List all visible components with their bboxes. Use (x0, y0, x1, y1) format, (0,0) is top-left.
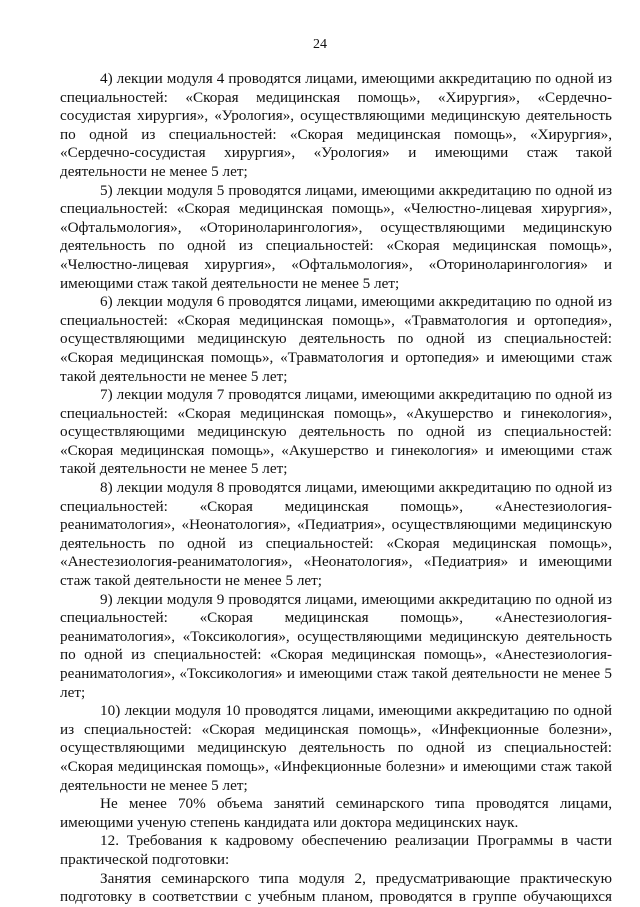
document-body (60, 70, 612, 907)
paragraph-module-5-lectures: 5) лекции модуля 5 проводятся лицами, имеющими аккредитацию по одной из специальностей: «Скорая медицинская помощь», «Челюстно-лицевая хирургия», «Офтальмология», «Оториноларингология», осуществляющими медицинскую деятельность по одной из специальностей: «Скорая медицинская помощь», «Челюстно-лицевая хирургия», «Офтальмология», «Оториноларингология» и имеющими стаж такой деятельности не менее 5 лет; (60, 181, 612, 292)
paragraph-seminar-share: Не менее 70% объема занятий семинарского типа проводятся лицами, имеющими ученую степень кандидата или доктора медицинских наук. (60, 795, 612, 831)
paragraph-module-8-lectures: 8) лекции модуля 8 проводятся лицами, имеющими аккредитацию по одной из специальностей: «Скорая медицинская помощь», «Анестезиология-реаниматология», «Неонатология», «Педиатрия», осуществляющими медицинскую деятельность по одной из специальностей: «Скорая медицинская помощь», «Анестезиология-реаниматология», «Неонатология», «Педиатрия» и имеющими стаж такой деятельности не менее 5 лет; (60, 479, 612, 590)
paragraph-module-4-lectures: 4) лекции модуля 4 проводятся лицами, имеющими аккредитацию по одной из специальностей: «Скорая медицинская помощь», «Хирургия», «Сердечно-сосудистая хирургия», «Урология», осуществляющими медицинскую деятельность по одной из специальностей: «Скорая медицинская помощь», «Хирургия», «Сердечно-сосудистая хирургия», «Урология» и имеющими стаж такой деятельности не менее 5 лет; (60, 70, 612, 180)
paragraph-section-12-heading: 12. Требования к кадровому обеспечению реализации Программы в части практической подготовки: (60, 832, 612, 868)
paragraph-module-9-lectures: 9) лекции модуля 9 проводятся лицами, имеющими аккредитацию по одной из специальностей: «Скорая медицинская помощь», «Анестезиология-реаниматология», «Токсикология», осуществляющими медицинскую деятельность по одной из специальностей: «Скорая медицинская помощь», «Анестезиология-реаниматология», «Токсикология» и имеющими стаж такой деятельности не менее 5 лет; (60, 590, 612, 701)
paragraph-module-7-lectures: 7) лекции модуля 7 проводятся лицами, имеющими аккредитацию по одной из специальностей: «Скорая медицинская помощь», «Акушерство и гинекология», осуществляющими медицинскую деятельность по одной из специальностей: «Скорая медицинская помощь», «Акушерство и гинекология» и имеющими стаж такой деятельности не менее 5 лет; (60, 386, 612, 478)
paragraph-module-10-lectures: 10) лекции модуля 10 проводятся лицами, имеющими аккредитацию по одной из специальностей: «Скорая медицинская помощь», «Инфекционные болезни», осуществляющими медицинскую деятельность по одной из специальностей: «Скорая медицинская помощь», «Инфекционные болезни» и имеющими стаж такой деятельности не менее 5 лет; (60, 702, 612, 794)
page-number: 24 (313, 37, 327, 52)
paragraph-module-2-seminars: Занятия семинарского типа модуля 2, предусматривающие практическую подготовку в соответствии с учебным планом, проводятся в группе обучающихся (60, 869, 612, 906)
paragraph-module-6-lectures: 6) лекции модуля 6 проводятся лицами, имеющими аккредитацию по одной из специальностей: «Скорая медицинская помощь», «Травматология и ортопедия», осуществляющими медицинскую деятельность по одной из специальностей: «Скорая медицинская помощь», «Травматология и ортопедия» и имеющими стаж такой деятельности не менее 5 лет; (60, 293, 612, 385)
